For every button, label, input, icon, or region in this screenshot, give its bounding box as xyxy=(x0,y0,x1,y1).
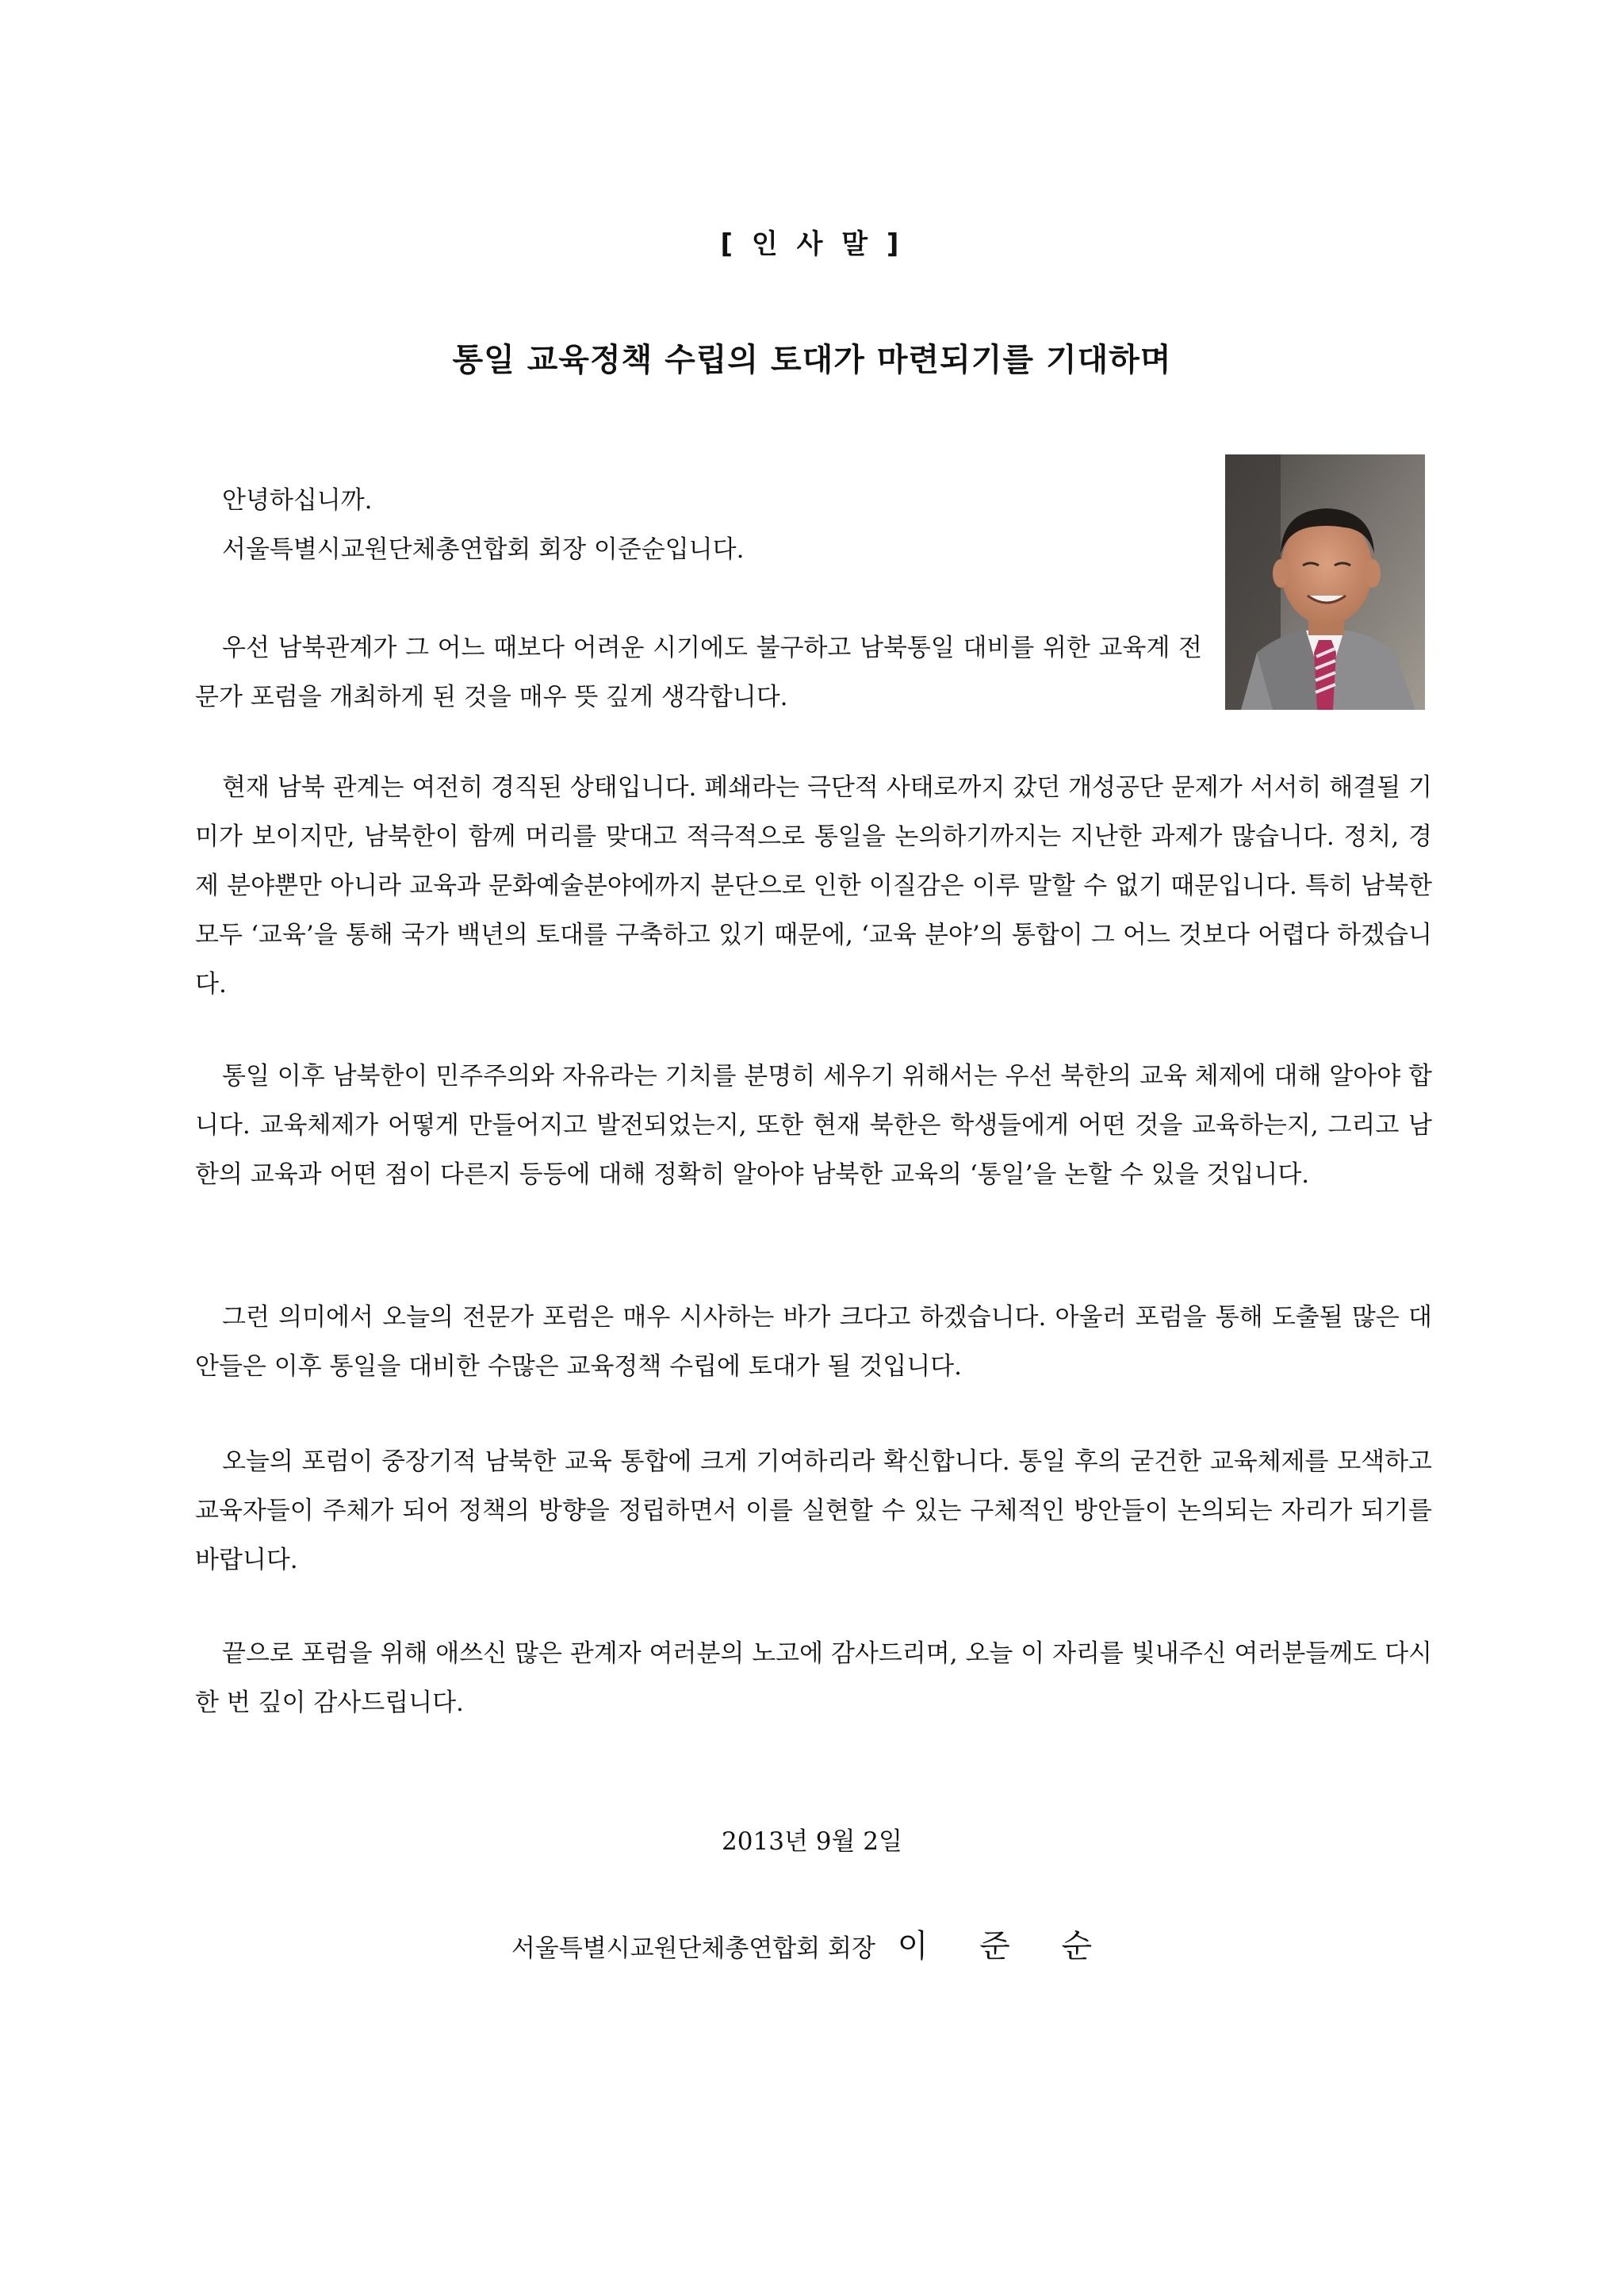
portrait-photo xyxy=(1225,454,1425,710)
paragraph xyxy=(195,1052,1432,1199)
greeting-line: 서울특별시교원단체총연합회 회장 이준순입니다. xyxy=(222,535,745,564)
paragraph xyxy=(195,623,1202,722)
signer-name: 이 준 순 xyxy=(897,1928,1113,1964)
paragraph xyxy=(195,1629,1432,1727)
signer-title: 서울특별시교원단체총연합회 회장 xyxy=(511,1934,875,1963)
paragraph xyxy=(195,763,1432,1009)
letter-date: 2013년 9월 2일 xyxy=(722,1827,902,1856)
paragraph-text: 오늘의 포럼이 중장기적 남북한 교육 통합에 크게 기여하리라 확신합니다. 통일 후의 굳건한 교육체제를 모색하고 교육자들이 주체가 되어 정책의 방향을 정립하면서 이를 실현할 수 있는 구체적인 방안들이 논의되는 자리가 되기를 바랍니다. xyxy=(195,1447,1432,1574)
document-title: 통일 교육정책 수립의 토대가 마련되기를 기대하며 xyxy=(452,342,1172,378)
paragraph xyxy=(195,1293,1432,1391)
portrait-photo-icon xyxy=(1225,454,1425,710)
greeting-line: 안녕하십니까. xyxy=(222,486,373,515)
paragraph-text: 그런 의미에서 오늘의 전문가 포럼은 매우 시사하는 바가 크다고 하겠습니다. 아울러 포럼을 통해 도출될 많은 대안들은 이후 통일을 대비한 수많은 교육정책 수립에 토대가 될 것입니다. xyxy=(195,1303,1432,1381)
greeting xyxy=(195,476,1194,574)
paragraph xyxy=(195,1437,1432,1585)
paragraph-text: 통일 이후 남북한이 민주주의와 자유라는 기치를 분명히 세우기 위해서는 우선 북한의 교육 체제에 대해 알아야 합니다. 교육체제가 어떻게 만들어지고 발전되었는지, 또한 현재 북한은 학생들에게 어떤 것을 교육하는지, 그리고 남한의 교육과 어떤 점이 다른지 등등에 대해 정확히 알아야 남북한 교육의 ‘통일’을 논할 수 있을 것입니다. xyxy=(195,1062,1432,1189)
signature-block xyxy=(0,1921,1624,1966)
paragraph-text: 현재 남북 관계는 여전히 경직된 상태입니다. 폐쇄라는 극단적 사태로까지 갔던 개성공단 문제가 서서히 해결될 기미가 보이지만, 남북한이 함께 머리를 맞대고 적극적으로 통일을 논의하기까지는 지난한 과제가 많습니다. 정치, 경제 분야뿐만 아니라 교육과 문화예술분야에까지 분단으로 인한 이질감은 이루 말할 수 없기 때문입니다. 특히 남북한 모두 ‘교육’을 통해 국가 백년의 토대를 구축하고 있기 때문에, ‘교육 분야’의 통합이 그 어느 것보다 어렵다 하겠습니다. xyxy=(195,773,1432,999)
section-label: [ 인 사 말 ] xyxy=(720,228,904,260)
paragraph-text: 우선 남북관계가 그 어느 때보다 어려운 시기에도 불구하고 남북통일 대비를 위한 교육계 전문가 포럼을 개최하게 된 것을 매우 뜻 깊게 생각합니다. xyxy=(195,634,1202,711)
paragraph-text: 끝으로 포럼을 위해 애쓰신 많은 관계자 여러분의 노고에 감사드리며, 오늘 이 자리를 빛내주신 여러분들께도 다시 한 번 깊이 감사드립니다. xyxy=(195,1639,1432,1717)
